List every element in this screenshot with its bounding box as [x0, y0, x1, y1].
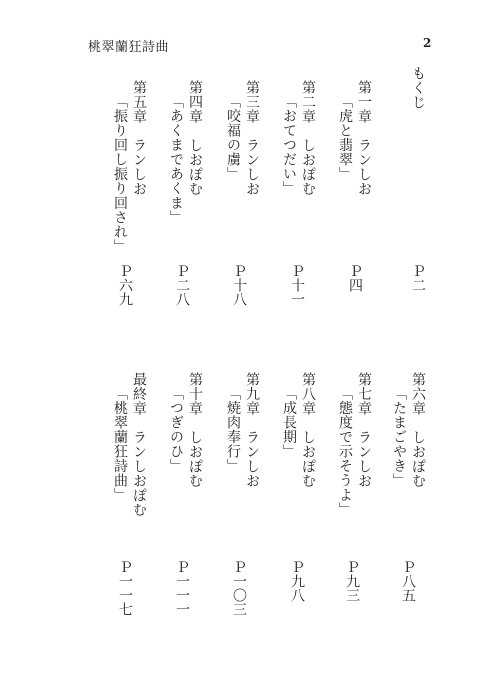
chapter-page: Ｐ九三: [344, 560, 360, 602]
chapter-heading: 第二章 しおぽむ: [300, 80, 316, 196]
chapter-heading: 第三章 ランしお: [244, 80, 260, 196]
chapter-page: Ｐ八五: [400, 560, 416, 602]
chapter-page: Ｐ六九: [117, 264, 133, 306]
chapter-heading: 最終章 ランしおぽむ: [131, 372, 147, 517]
chapter-heading: 第九章 ランしお: [244, 372, 260, 488]
chapter-subtitle: 「咬福の虜」: [225, 94, 241, 181]
chapter-heading: 第八章 しおぽむ: [300, 372, 316, 488]
chapter-page: Ｐ一一一: [174, 560, 190, 616]
chapter-subtitle: 「つぎのひ」: [168, 386, 184, 473]
chapter-page: Ｐ十一: [289, 264, 305, 306]
chapter-subtitle: 「たまごやき」: [391, 386, 407, 488]
toc-label: もくじ: [410, 66, 426, 110]
chapter-page: Ｐ四: [347, 264, 363, 292]
chapter-page: Ｐ九八: [289, 560, 305, 602]
chapter-subtitle: 「桃翠蘭狂詩曲」: [112, 386, 128, 502]
chapter-heading: 第六章 しおぽむ: [410, 372, 426, 488]
chapter-subtitle: 「あくまであくま」: [168, 94, 184, 225]
chapter-subtitle: 「振り回し振り回され」: [112, 94, 128, 254]
chapter-page: Ｐ一〇三: [231, 560, 247, 616]
chapter-subtitle: 「虎と翡翠」: [337, 94, 353, 181]
chapter-subtitle: 「態度で示そうよ」: [337, 386, 353, 517]
chapter-heading: 第五章 ランしお: [131, 80, 147, 196]
chapter-subtitle: 「おてつだい」: [281, 94, 297, 196]
chapter-heading: 第七章 ランしお: [356, 372, 372, 488]
chapter-heading: 第一章 ランしお: [356, 80, 372, 196]
chapter-page: Ｐ二八: [174, 264, 190, 306]
running-title: 桃翠蘭狂詩曲: [88, 40, 170, 55]
chapter-page: Ｐ十八: [231, 264, 247, 306]
chapter-heading: 第四章 しおぽむ: [187, 80, 203, 196]
page-number: 2: [423, 36, 432, 50]
chapter-subtitle: 「焼肉奉行」: [225, 386, 241, 473]
chapter-page: Ｐ一一七: [117, 560, 133, 616]
toc-page: Ｐ二: [410, 264, 426, 292]
chapter-subtitle: 「成長期」: [281, 386, 297, 459]
chapter-heading: 第十章 しおぽむ: [187, 372, 203, 488]
